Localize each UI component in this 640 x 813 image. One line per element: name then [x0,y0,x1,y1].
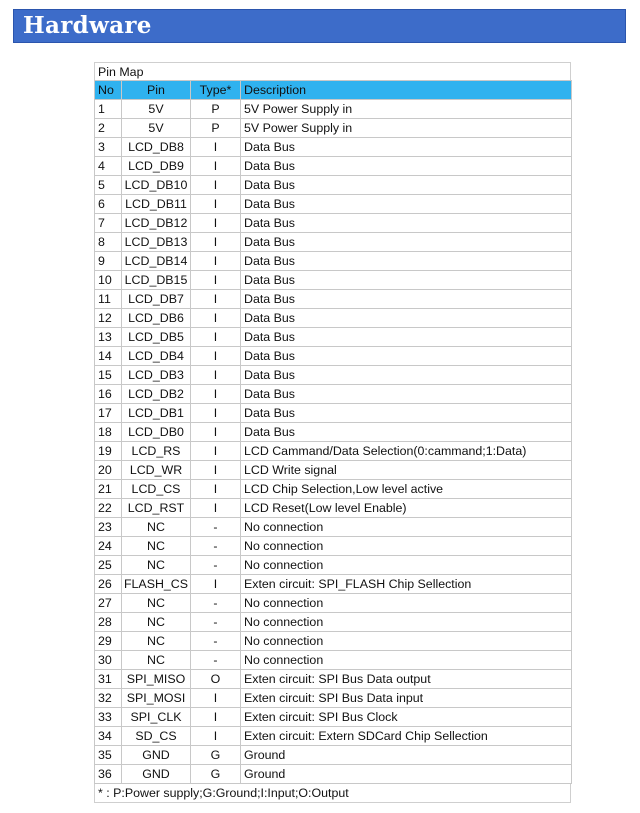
cell-description: No connection [241,613,572,632]
cell-description: No connection [241,518,572,537]
cell-description: Data Bus [241,290,572,309]
cell-no: 18 [95,423,122,442]
cell-no: 23 [95,518,122,537]
cell-type: I [191,385,241,404]
cell-pin: LCD_DB2 [122,385,191,404]
cell-no: 25 [95,556,122,575]
cell-description: Data Bus [241,214,572,233]
cell-no: 8 [95,233,122,252]
cell-no: 22 [95,499,122,518]
cell-description: No connection [241,632,572,651]
cell-description: LCD Cammand/Data Selection(0:cammand;1:Data) [241,442,572,461]
cell-no: 30 [95,651,122,670]
table-row [95,518,572,537]
cell-description: Exten circuit: SPI Bus Data input [241,689,572,708]
table-row [95,442,572,461]
table-row [95,594,572,613]
cell-pin: LCD_DB0 [122,423,191,442]
cell-pin: NC [122,651,191,670]
table-row [95,157,572,176]
cell-description: No connection [241,537,572,556]
cell-no: 2 [95,119,122,138]
cell-no: 33 [95,708,122,727]
cell-pin: 5V [122,100,191,119]
cell-pin: LCD_DB5 [122,328,191,347]
cell-pin: LCD_DB4 [122,347,191,366]
cell-type: I [191,423,241,442]
cell-pin: LCD_DB10 [122,176,191,195]
cell-pin: SPI_CLK [122,708,191,727]
cell-pin: LCD_WR [122,461,191,480]
cell-no: 17 [95,404,122,423]
cell-no: 13 [95,328,122,347]
cell-type: I [191,347,241,366]
column-header-pin: Pin [122,81,191,100]
table-footnote: * : P:Power supply;G:Ground;I:Input;O:Output [94,784,571,803]
column-header-description: Description [241,81,572,100]
cell-description: Data Bus [241,138,572,157]
cell-no: 19 [95,442,122,461]
cell-pin: LCD_DB9 [122,157,191,176]
cell-pin: NC [122,537,191,556]
hardware-banner [13,9,626,43]
cell-type: - [191,613,241,632]
cell-description: 5V Power Supply in [241,119,572,138]
cell-type: I [191,290,241,309]
cell-type: I [191,252,241,271]
table-row [95,670,572,689]
cell-no: 28 [95,613,122,632]
cell-type: - [191,537,241,556]
cell-type: I [191,499,241,518]
cell-no: 12 [95,309,122,328]
table-row [95,176,572,195]
cell-pin: LCD_DB11 [122,195,191,214]
cell-description: Data Bus [241,328,572,347]
cell-description: Data Bus [241,309,572,328]
table-caption: Pin Map [94,62,571,80]
cell-type: I [191,442,241,461]
table-row [95,423,572,442]
cell-pin: LCD_DB13 [122,233,191,252]
column-header-no: No [95,81,122,100]
table-row [95,575,572,594]
table-row [95,765,572,784]
cell-type: I [191,480,241,499]
column-header-type: Type* [191,81,241,100]
cell-no: 34 [95,727,122,746]
table-row [95,214,572,233]
cell-type: I [191,157,241,176]
cell-type: I [191,271,241,290]
cell-no: 35 [95,746,122,765]
cell-pin: NC [122,556,191,575]
cell-description: Exten circuit: SPI Bus Data output [241,670,572,689]
cell-type: I [191,176,241,195]
cell-description: Data Bus [241,233,572,252]
cell-pin: LCD_RS [122,442,191,461]
cell-description: Data Bus [241,176,572,195]
table-row [95,461,572,480]
cell-description: Ground [241,746,572,765]
cell-pin: GND [122,765,191,784]
cell-pin: NC [122,632,191,651]
cell-description: No connection [241,651,572,670]
cell-type: - [191,651,241,670]
cell-description: Exten circuit: Extern SDCard Chip Sellection [241,727,572,746]
cell-description: Data Bus [241,157,572,176]
table-row [95,138,572,157]
cell-pin: SD_CS [122,727,191,746]
cell-pin: GND [122,746,191,765]
cell-no: 6 [95,195,122,214]
table-row [95,651,572,670]
page-title: Hardware [23,12,152,39]
cell-description: Data Bus [241,423,572,442]
table-row [95,708,572,727]
cell-no: 21 [95,480,122,499]
cell-description: 5V Power Supply in [241,100,572,119]
cell-no: 5 [95,176,122,195]
cell-pin: LCD_DB12 [122,214,191,233]
cell-no: 7 [95,214,122,233]
cell-type: I [191,461,241,480]
cell-no: 31 [95,670,122,689]
cell-no: 27 [95,594,122,613]
table-row [95,613,572,632]
cell-type: I [191,575,241,594]
cell-description: No connection [241,594,572,613]
cell-type: - [191,518,241,537]
pin-map-table [94,80,572,784]
table-row [95,347,572,366]
cell-description: LCD Write signal [241,461,572,480]
cell-pin: NC [122,518,191,537]
table-row [95,632,572,651]
cell-pin: LCD_CS [122,480,191,499]
table-row [95,233,572,252]
cell-type: I [191,708,241,727]
table-row [95,252,572,271]
cell-description: Data Bus [241,347,572,366]
cell-pin: LCD_DB3 [122,366,191,385]
cell-type: I [191,328,241,347]
cell-description: LCD Reset(Low level Enable) [241,499,572,518]
table-row [95,309,572,328]
table-body [95,100,572,784]
cell-no: 16 [95,385,122,404]
cell-type: - [191,632,241,651]
cell-pin: SPI_MOSI [122,689,191,708]
cell-type: I [191,689,241,708]
table-row [95,385,572,404]
cell-pin: LCD_DB1 [122,404,191,423]
cell-type: - [191,594,241,613]
cell-pin: LCD_DB15 [122,271,191,290]
cell-no: 29 [95,632,122,651]
cell-pin: SPI_MISO [122,670,191,689]
table-row [95,727,572,746]
cell-no: 24 [95,537,122,556]
cell-type: O [191,670,241,689]
table-row [95,328,572,347]
cell-no: 36 [95,765,122,784]
cell-type: I [191,309,241,328]
cell-pin: FLASH_CS [122,575,191,594]
cell-type: I [191,366,241,385]
cell-type: P [191,100,241,119]
cell-no: 4 [95,157,122,176]
cell-description: Exten circuit: SPI_FLASH Chip Sellection [241,575,572,594]
cell-description: No connection [241,556,572,575]
pin-map-table-container [94,62,571,803]
table-row [95,100,572,119]
table-row [95,556,572,575]
cell-type: I [191,138,241,157]
cell-type: I [191,404,241,423]
table-header-row [95,81,572,100]
table-row [95,537,572,556]
cell-no: 11 [95,290,122,309]
cell-description: Data Bus [241,385,572,404]
cell-type: I [191,727,241,746]
cell-no: 10 [95,271,122,290]
cell-no: 15 [95,366,122,385]
cell-no: 32 [95,689,122,708]
cell-no: 3 [95,138,122,157]
cell-description: Data Bus [241,252,572,271]
cell-description: LCD Chip Selection,Low level active [241,480,572,499]
table-row [95,271,572,290]
cell-pin: 5V [122,119,191,138]
cell-no: 20 [95,461,122,480]
cell-type: G [191,765,241,784]
cell-no: 1 [95,100,122,119]
table-row [95,119,572,138]
table-row [95,195,572,214]
cell-type: P [191,119,241,138]
cell-pin: NC [122,594,191,613]
cell-type: I [191,214,241,233]
cell-pin: LCD_DB8 [122,138,191,157]
table-row [95,480,572,499]
cell-type: G [191,746,241,765]
cell-description: Ground [241,765,572,784]
table-row [95,290,572,309]
cell-type: I [191,233,241,252]
cell-no: 9 [95,252,122,271]
cell-pin: LCD_DB6 [122,309,191,328]
cell-description: Data Bus [241,404,572,423]
cell-description: Data Bus [241,271,572,290]
cell-pin: LCD_DB7 [122,290,191,309]
cell-no: 26 [95,575,122,594]
table-row [95,404,572,423]
table-row [95,746,572,765]
table-row [95,499,572,518]
cell-description: Exten circuit: SPI Bus Clock [241,708,572,727]
cell-description: Data Bus [241,366,572,385]
cell-type: - [191,556,241,575]
cell-pin: LCD_DB14 [122,252,191,271]
cell-type: I [191,195,241,214]
table-row [95,366,572,385]
cell-description: Data Bus [241,195,572,214]
cell-pin: LCD_RST [122,499,191,518]
cell-pin: NC [122,613,191,632]
cell-no: 14 [95,347,122,366]
table-row [95,689,572,708]
